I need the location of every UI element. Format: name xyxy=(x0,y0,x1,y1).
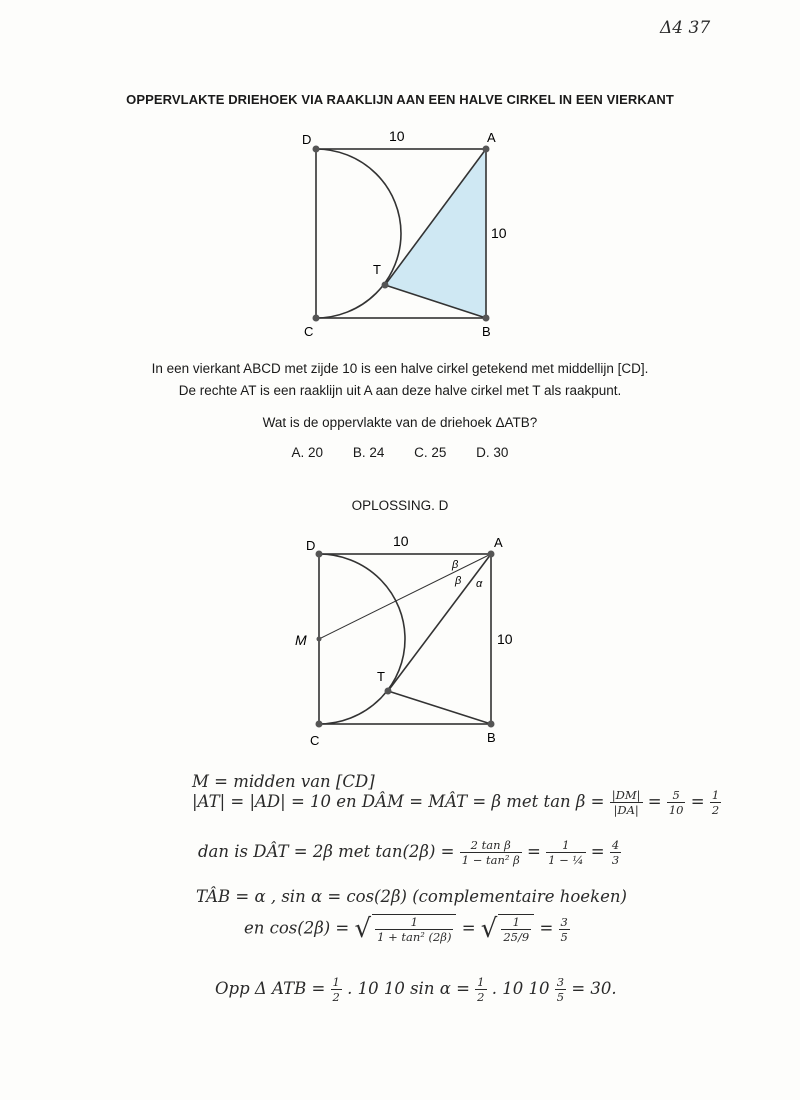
frac-dm-da xyxy=(610,788,643,817)
point-b-2 xyxy=(488,721,495,728)
label-d: D xyxy=(302,132,312,147)
question-line-1: In een vierkant ABCD met zijde 10 is een halve cirkel getekend met middellijn [CD]. xyxy=(151,361,649,376)
label-right-side: 10 xyxy=(491,225,507,241)
hand-line-1: M = midden van [CD] xyxy=(192,772,375,791)
frac-num: |DM| xyxy=(611,788,641,802)
label-a-2: A xyxy=(494,535,503,550)
point-t-2 xyxy=(385,688,392,695)
label-t-2: T xyxy=(377,669,385,684)
frac-5-10 xyxy=(667,788,686,817)
frac-half-1 xyxy=(331,975,342,1004)
label-t: T xyxy=(373,262,381,277)
choice-b: B. 24 xyxy=(352,445,385,460)
hand-line-6 xyxy=(215,975,617,1004)
label-top-side: 10 xyxy=(389,128,405,144)
frac-den: 2 xyxy=(711,803,720,817)
frac-den: 25/9 xyxy=(503,930,530,944)
point-b xyxy=(483,315,490,322)
frac-num: 1 xyxy=(711,788,720,802)
frac-den: 1 − tan² β xyxy=(461,853,520,867)
frac-1-over xyxy=(546,838,585,867)
equals: = xyxy=(461,918,476,938)
hand-line-2-text: |AT| = |AD| = 10 en DÂM = MÂT = β met tan β = xyxy=(192,792,605,811)
sqrt-icon: √ xyxy=(480,914,498,944)
label-a: A xyxy=(487,130,496,145)
equals: = xyxy=(527,842,541,861)
choice-a: A. 20 xyxy=(291,445,324,460)
frac-sqrt-1 xyxy=(375,915,453,944)
frac-num: 3 xyxy=(560,914,568,929)
frac-den: 2 xyxy=(332,990,340,1004)
segment-tb-2 xyxy=(388,691,491,724)
frac-den: 1 + tan² (2β) xyxy=(377,930,452,944)
choice-d: D. 30 xyxy=(476,445,509,460)
frac-num: 1 xyxy=(375,915,453,930)
label-c-2: C xyxy=(310,733,320,747)
sqrt-icon: √ xyxy=(354,914,372,944)
frac-half-2 xyxy=(475,975,486,1004)
point-a-2 xyxy=(488,551,495,558)
point-a xyxy=(483,146,490,153)
frac-num: 4 xyxy=(611,838,620,852)
question-line-2: De rechte AT is een raaklijn uit A aan deze halve cirkel met T als raakpunt. xyxy=(178,383,622,398)
frac-den: |DA| xyxy=(613,803,639,817)
hand-line-3-text: dan is DÂT = 2β met tan(2β) = xyxy=(198,842,455,861)
solution-heading: OPLOSSING. D xyxy=(351,498,449,513)
label-beta-2: β xyxy=(455,575,462,587)
frac-den: 3 xyxy=(611,853,620,867)
label-d-2: D xyxy=(306,538,316,553)
label-c: C xyxy=(304,324,314,339)
frac-3-5b xyxy=(555,975,566,1004)
frac-num: 1 xyxy=(332,975,340,989)
figure-1 xyxy=(290,122,530,344)
frac-1-2 xyxy=(710,788,721,817)
frac-4-3 xyxy=(610,838,621,867)
frac-sqrt-2 xyxy=(501,915,531,944)
frac-den: 10 xyxy=(668,803,684,817)
question-line-3: Wat is de oppervlakte van de driehoek ΔATB? xyxy=(262,415,538,430)
frac-3-5 xyxy=(559,915,570,944)
frac-den: 5 xyxy=(556,990,565,1004)
label-b-2: B xyxy=(487,730,496,745)
figure-2 xyxy=(286,532,526,747)
page-title: OPPERVLAKTE DRIEHOEK VIA RAAKLIJN AAN EEN HALVE CIRKEL IN EEN VIERKANT xyxy=(126,92,674,107)
answer-choices xyxy=(0,445,800,460)
semicircle-2 xyxy=(319,554,405,724)
hand-line-5-text: en cos(2β) = xyxy=(244,918,350,938)
sqrt-body xyxy=(498,914,534,944)
hand-line-6-result: = 30. xyxy=(571,979,617,998)
equals: = xyxy=(690,792,705,811)
triangle-atb-fill xyxy=(385,149,486,318)
frac-num: 2 tan β xyxy=(460,838,522,853)
corner-note: Δ4 37 xyxy=(660,18,711,38)
equals: = xyxy=(539,918,554,938)
label-m: M xyxy=(295,632,307,648)
hand-line-6-mid: . 10 10 sin α = xyxy=(347,979,470,998)
equals: = xyxy=(590,842,605,861)
equals: = xyxy=(647,792,662,811)
hand-line-6-text: Opp Δ ATB = xyxy=(215,979,326,998)
point-c-2 xyxy=(316,721,323,728)
frac-den: 1 − ¼ xyxy=(548,853,584,867)
sqrt-body xyxy=(372,914,456,944)
hand-line-2 xyxy=(192,788,721,817)
point-t xyxy=(382,282,389,289)
choice-c: C. 25 xyxy=(414,445,447,460)
label-top-side-2: 10 xyxy=(393,533,409,549)
label-beta-1: β xyxy=(452,559,459,571)
frac-num: 5 xyxy=(667,788,686,803)
label-right-side-2: 10 xyxy=(497,631,513,647)
frac-den: 5 xyxy=(560,929,568,944)
frac-num: 1 xyxy=(546,838,585,853)
frac-num: 1 xyxy=(501,915,531,930)
point-m xyxy=(317,637,322,642)
hand-line-6-tens: . 10 10 xyxy=(491,979,550,998)
frac-tan2b xyxy=(460,838,522,867)
point-d-2 xyxy=(316,551,323,558)
semicircle xyxy=(316,149,401,318)
hand-line-3 xyxy=(198,838,621,867)
hand-line-4: TÂB = α , sin α = cos(2β) (complementaire hoeken) xyxy=(196,887,627,906)
point-d xyxy=(313,146,320,153)
segment-am xyxy=(319,554,491,639)
frac-den: 2 xyxy=(477,990,485,1004)
frac-num: 1 xyxy=(477,975,485,989)
point-c xyxy=(313,315,320,322)
label-b: B xyxy=(482,324,491,339)
frac-num: 3 xyxy=(556,975,565,989)
label-alpha: α xyxy=(476,578,483,590)
hand-line-5 xyxy=(244,914,570,944)
